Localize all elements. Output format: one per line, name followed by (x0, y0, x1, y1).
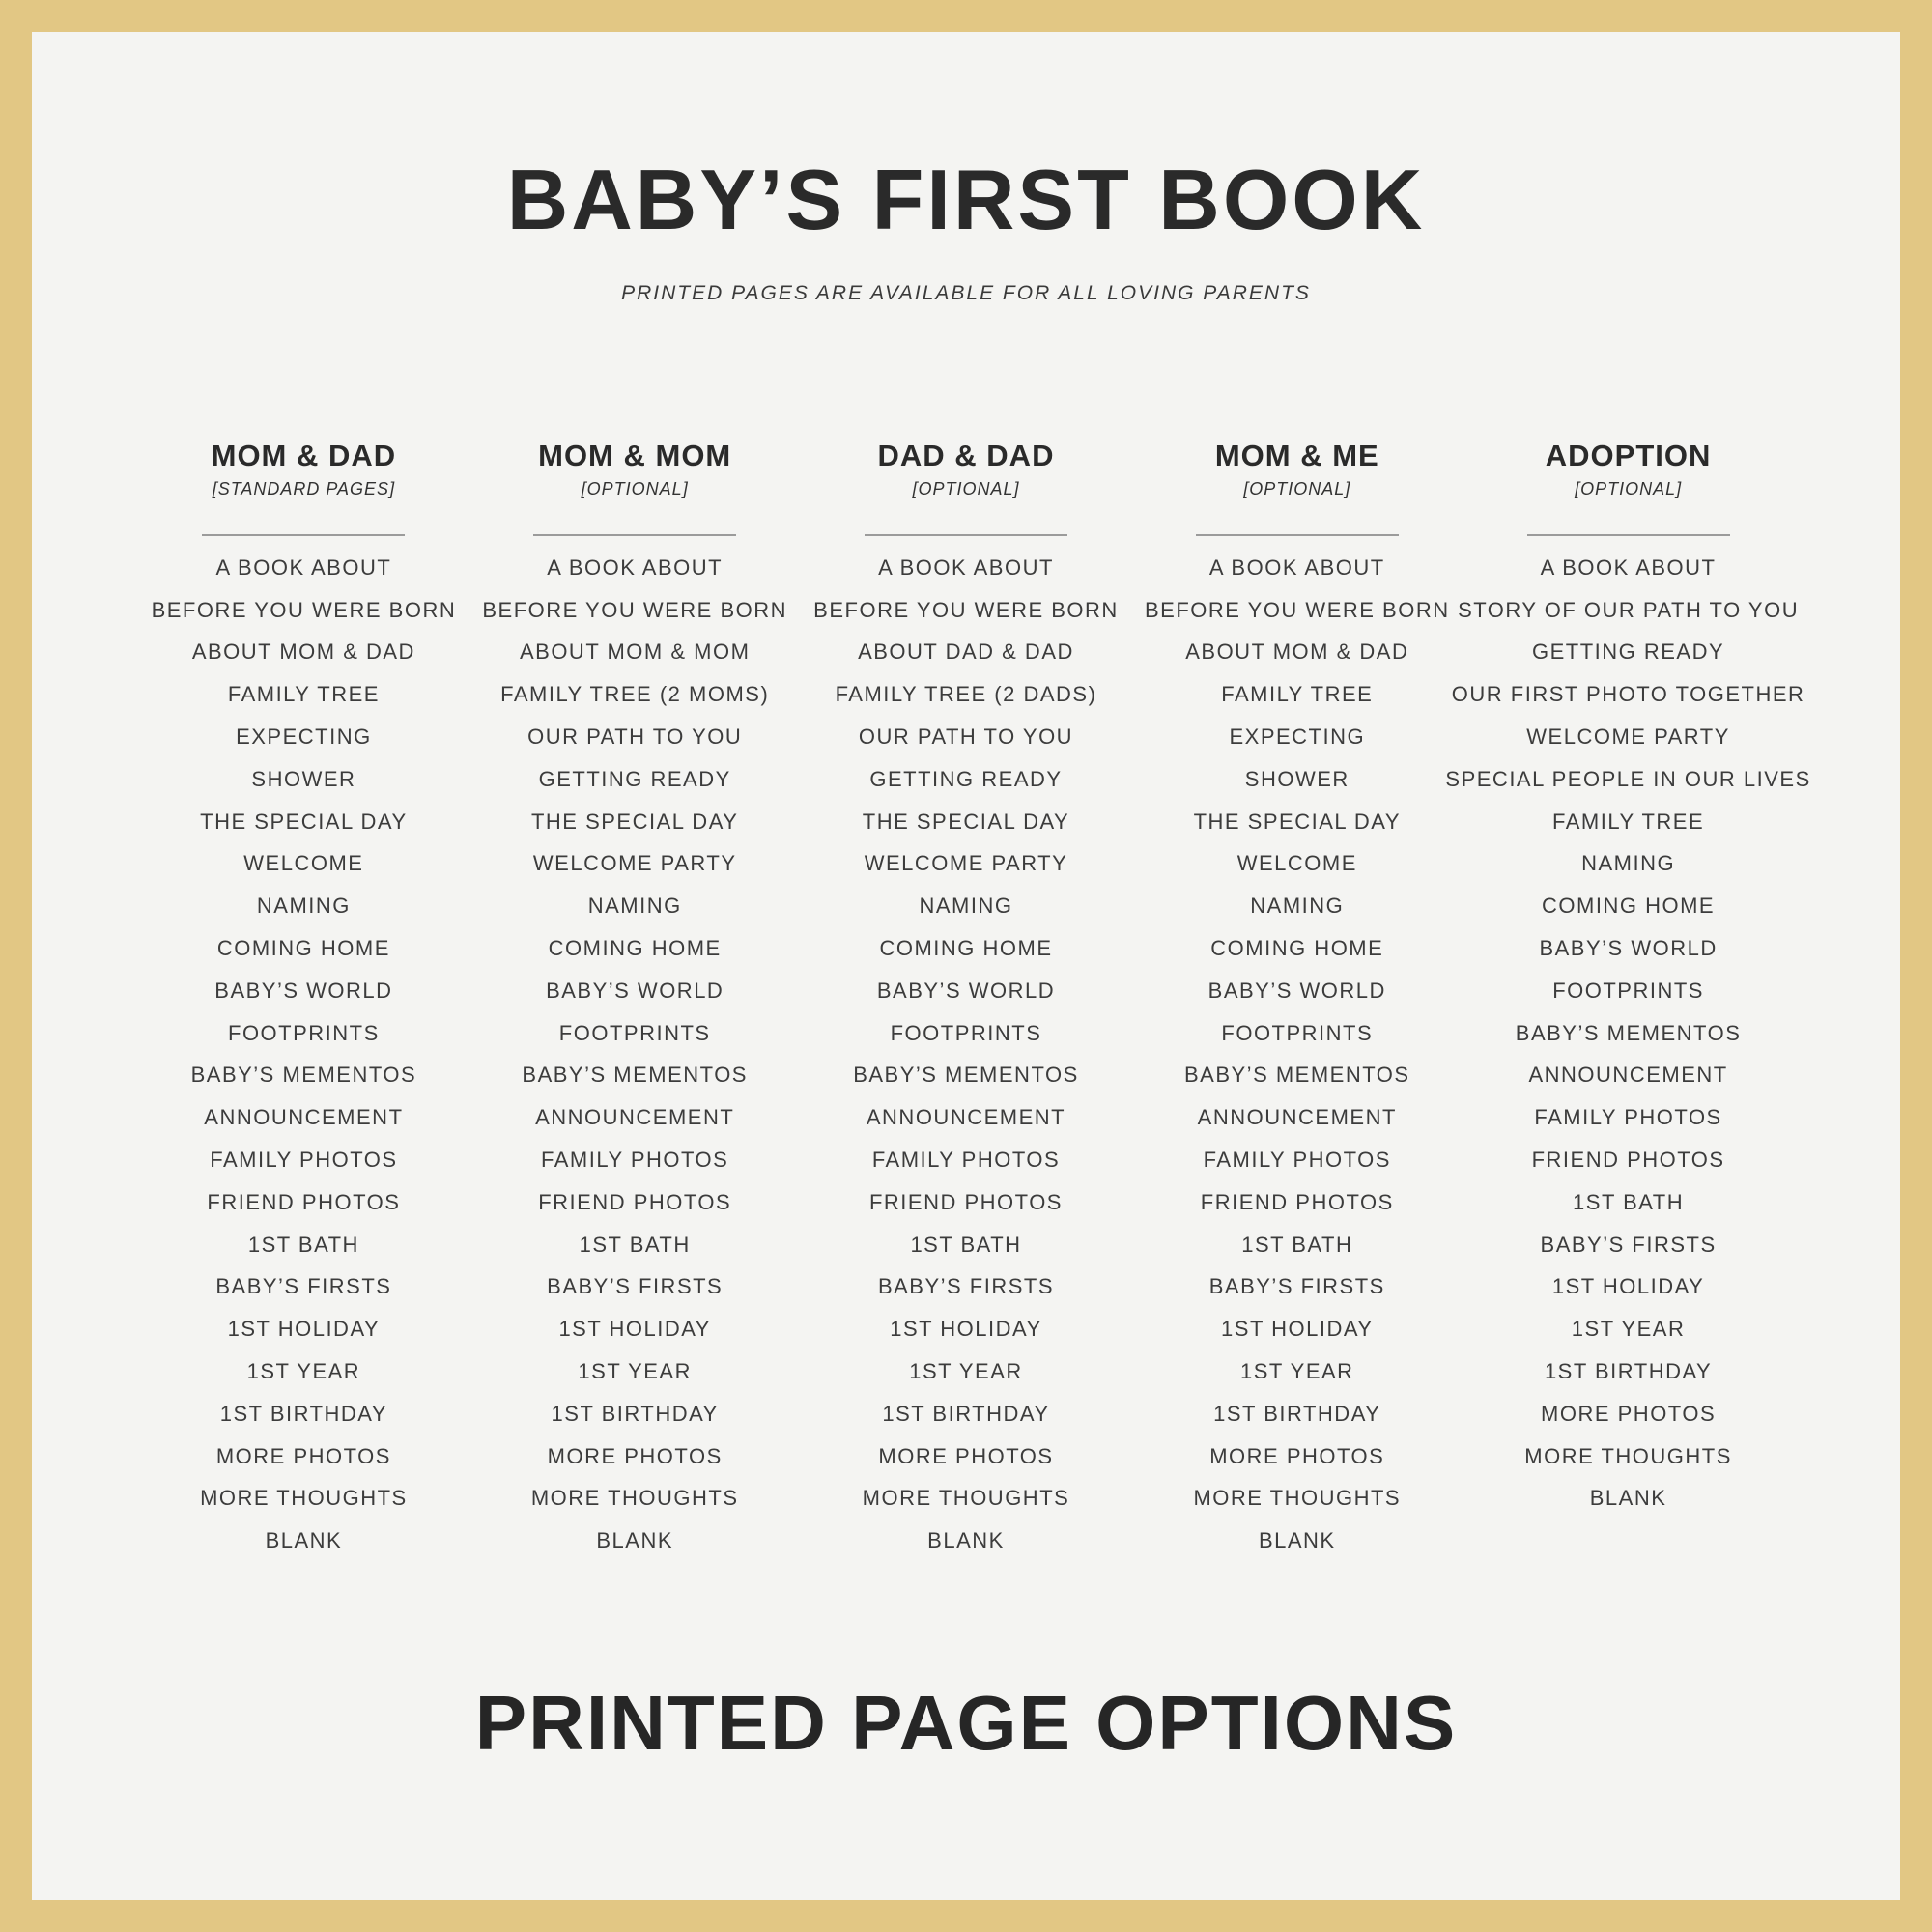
page-list-item: MORE THOUGHTS (862, 1486, 1070, 1511)
page-list-item: 1ST YEAR (246, 1359, 361, 1384)
page-list-item: MORE THOUGHTS (1524, 1443, 1732, 1468)
column-divider (1196, 534, 1399, 536)
page-list-item: WELCOME (1236, 851, 1357, 876)
page-option-column (469, 440, 801, 1562)
page-list-item: COMING HOME (1542, 894, 1716, 919)
page-list-item: FAMILY PHOTOS (210, 1148, 398, 1173)
page-list-item: FAMILY PHOTOS (871, 1148, 1061, 1173)
column-divider (865, 534, 1067, 536)
page-list-item: BABY’S MEMENTOS (1183, 1063, 1410, 1088)
page-list-item: BLANK (265, 1528, 343, 1553)
column-page-list (1445, 547, 1811, 1520)
column-title: MOM & DAD (211, 439, 397, 472)
page-list-item: FAMILY PHOTOS (1203, 1148, 1391, 1173)
page-list-item: COMING HOME (216, 936, 390, 961)
page-list-item: BEFORE YOU WERE BORN (813, 597, 1119, 622)
page-list-item: MORE THOUGHTS (530, 1486, 739, 1511)
page-list-item: A BOOK ABOUT (215, 554, 392, 580)
page-list-item: WELCOME (243, 851, 364, 876)
page-list-item: SHOWER (1244, 766, 1350, 791)
page-list-item: ANNOUNCEMENT (1528, 1063, 1728, 1088)
page-list-item: COMING HOME (879, 936, 1053, 961)
page-list-item: 1ST HOLIDAY (227, 1317, 381, 1342)
page-list-item: FRIEND PHOTOS (538, 1189, 732, 1214)
page-list-item: ANNOUNCEMENT (866, 1105, 1066, 1130)
page-list-item: GETTING READY (538, 766, 731, 791)
page-list-item: THE SPECIAL DAY (862, 809, 1070, 834)
page-title: BABY’S FIRST BOOK (506, 152, 1426, 247)
page-list-item: FAMILY PHOTOS (1534, 1105, 1722, 1130)
page-list-item: BABY’S FIRSTS (547, 1274, 724, 1299)
page-list-item: MORE THOUGHTS (1193, 1486, 1402, 1511)
page-list-item: FAMILY TREE (1552, 809, 1705, 834)
page-list-item: COMING HOME (1210, 936, 1384, 961)
column-divider (202, 534, 405, 536)
page-list-item: BABY’S FIRSTS (215, 1274, 392, 1299)
page-list-item: COMING HOME (548, 936, 722, 961)
page-options-columns (138, 439, 1811, 1562)
page-list-item: NAMING (587, 894, 682, 919)
page-list-item: EXPECTING (236, 724, 372, 750)
page-list-item: OUR PATH TO YOU (527, 724, 743, 750)
page-list-item: MORE THOUGHTS (200, 1486, 408, 1511)
page-option-column (801, 440, 1132, 1562)
page-list-item: SPECIAL PEOPLE IN OUR LIVES (1445, 766, 1811, 791)
page-list-item: EXPECTING (1229, 724, 1366, 750)
page-list-item: BEFORE YOU WERE BORN (482, 597, 788, 622)
page-list-item: BABY’S WORLD (214, 978, 393, 1003)
page-list-item: A BOOK ABOUT (547, 554, 724, 580)
page-list-item: 1ST BATH (910, 1232, 1022, 1257)
page-list-item: FOOTPRINTS (1221, 1020, 1374, 1045)
page-list-item: 1ST BIRTHDAY (882, 1401, 1050, 1426)
page-list-item: MORE PHOTOS (547, 1443, 723, 1468)
page-list-item: BEFORE YOU WERE BORN (1144, 597, 1450, 622)
page-list-item: OUR FIRST PHOTO TOGETHER (1451, 682, 1805, 707)
page-list-item: BLANK (1589, 1486, 1667, 1511)
page-list-item: GETTING READY (1531, 639, 1725, 665)
column-tag: [OPTIONAL] (581, 479, 689, 498)
page-list-item: MORE PHOTOS (1209, 1443, 1385, 1468)
page-list-item: FRIEND PHOTOS (1200, 1189, 1394, 1214)
page-list-item: WELCOME PARTY (532, 851, 737, 876)
column-tag: [OPTIONAL] (912, 479, 1020, 498)
page-list-item: BEFORE YOU WERE BORN (151, 597, 457, 622)
page-list-item: 1ST BATH (1241, 1232, 1353, 1257)
page-list-item: BABY’S FIRSTS (1208, 1274, 1385, 1299)
page-list-item: THE SPECIAL DAY (1193, 809, 1402, 834)
column-title: ADOPTION (1545, 439, 1712, 472)
page-list-item: ABOUT MOM & MOM (519, 639, 751, 665)
page-list-item: 1ST BIRTHDAY (1213, 1401, 1381, 1426)
column-divider (1527, 534, 1730, 536)
page-list-item: FOOTPRINTS (890, 1020, 1042, 1045)
column-page-list (469, 547, 801, 1562)
page-list-item: 1ST BIRTHDAY (551, 1401, 719, 1426)
column-title: MOM & MOM (538, 439, 732, 472)
column-tag: [OPTIONAL] (1575, 479, 1683, 498)
page-list-item: ABOUT MOM & DAD (1185, 639, 1409, 665)
page-list-item: THE SPECIAL DAY (530, 809, 739, 834)
page-list-item: ABOUT DAD & DAD (858, 639, 1074, 665)
page-list-item: FAMILY TREE (2 DADS) (835, 682, 1097, 707)
column-divider (533, 534, 736, 536)
page-list-item: BABY’S FIRSTS (1540, 1232, 1717, 1257)
page-subtitle: PRINTED PAGES ARE AVAILABLE FOR ALL LOVING PARENTS (621, 282, 1311, 304)
page-list-item: 1ST HOLIDAY (890, 1317, 1042, 1342)
page-option-column (1131, 440, 1463, 1562)
page-list-item: WELCOME PARTY (1526, 724, 1730, 750)
footer-title: PRINTED PAGE OPTIONS (474, 1680, 1458, 1767)
page-list-item: BABY’S WORLD (1208, 978, 1386, 1003)
page-list-item: MORE PHOTOS (878, 1443, 1054, 1468)
page-list-item: BLANK (1258, 1528, 1336, 1553)
page-list-item: ABOUT MOM & DAD (191, 639, 415, 665)
page-list-item: 1ST HOLIDAY (1221, 1317, 1374, 1342)
page-list-item: ANNOUNCEMENT (1197, 1105, 1397, 1130)
page-list-item: 1ST YEAR (909, 1359, 1023, 1384)
page-list-item: GETTING READY (869, 766, 1063, 791)
page-list-item: 1ST BIRTHDAY (1544, 1359, 1713, 1384)
page-list-item: FAMILY TREE (227, 682, 380, 707)
page-list-item: STORY OF OUR PATH TO YOU (1458, 597, 1800, 622)
page-list-item: 1ST YEAR (1240, 1359, 1354, 1384)
page-list-item: BLANK (927, 1528, 1005, 1553)
page-list-item: BABY’S WORLD (1539, 936, 1718, 961)
page-list-item: FRIEND PHOTOS (1531, 1148, 1725, 1173)
page-list-item: 1ST HOLIDAY (558, 1317, 711, 1342)
page-list-item: BLANK (596, 1528, 674, 1553)
page-list-item: BABY’S WORLD (876, 978, 1056, 1003)
page-list-item: BABY’S WORLD (546, 978, 724, 1003)
page-list-item: 1ST YEAR (1571, 1317, 1686, 1342)
page-list-item: A BOOK ABOUT (1208, 554, 1385, 580)
page-list-item: 1ST BIRTHDAY (219, 1401, 388, 1426)
page-list-item: 1ST BATH (247, 1232, 359, 1257)
page-list-item: FAMILY TREE (1221, 682, 1374, 707)
page-list-item: MORE PHOTOS (215, 1443, 391, 1468)
page-list-item: MORE PHOTOS (1541, 1401, 1717, 1426)
page-list-item: NAMING (1250, 894, 1345, 919)
page-list-item: FOOTPRINTS (1552, 978, 1704, 1003)
page-list-item: SHOWER (251, 766, 356, 791)
page-list-item: FAMILY TREE (2 MOMS) (500, 682, 770, 707)
page-list-item: NAMING (919, 894, 1013, 919)
page-list-item: BABY’S FIRSTS (877, 1274, 1055, 1299)
page-list-item: FAMILY PHOTOS (541, 1148, 729, 1173)
column-title: MOM & ME (1214, 439, 1379, 472)
page-list-item: 1ST BATH (1573, 1189, 1685, 1214)
page-list-item: NAMING (256, 894, 351, 919)
column-page-list (801, 547, 1132, 1562)
page-list-item: FRIEND PHOTOS (868, 1189, 1063, 1214)
page-list-item: WELCOME PARTY (864, 851, 1068, 876)
column-page-list (138, 547, 469, 1562)
page-option-column (1445, 439, 1811, 1562)
page-list-item: FOOTPRINTS (558, 1020, 711, 1045)
page-option-column (138, 440, 469, 1562)
page-list-item: THE SPECIAL DAY (200, 809, 408, 834)
page-list-item: 1ST HOLIDAY (1551, 1274, 1705, 1299)
page-list-item: BABY’S MEMENTOS (190, 1063, 417, 1088)
column-tag: [STANDARD PAGES] (212, 479, 396, 498)
page-list-item: ANNOUNCEMENT (204, 1105, 404, 1130)
column-page-list (1131, 547, 1463, 1562)
page-list-item: ANNOUNCEMENT (535, 1105, 735, 1130)
page-list-item: FRIEND PHOTOS (207, 1189, 401, 1214)
column-tag: [OPTIONAL] (1243, 479, 1351, 498)
page-list-item: 1ST BATH (579, 1232, 691, 1257)
page-list-item: BABY’S MEMENTOS (1515, 1020, 1742, 1045)
column-title: DAD & DAD (877, 439, 1055, 472)
page-list-item: NAMING (1581, 851, 1676, 876)
page-list-item: 1ST YEAR (578, 1359, 692, 1384)
page-list-item: A BOOK ABOUT (878, 554, 1054, 580)
page-list-item: BABY’S MEMENTOS (853, 1063, 1079, 1088)
page-list-item: BABY’S MEMENTOS (522, 1063, 748, 1088)
page-list-item: OUR PATH TO YOU (858, 724, 1074, 750)
poster-canvas (32, 32, 1900, 1900)
page-list-item: FOOTPRINTS (228, 1020, 380, 1045)
page-list-item: A BOOK ABOUT (1540, 554, 1717, 580)
